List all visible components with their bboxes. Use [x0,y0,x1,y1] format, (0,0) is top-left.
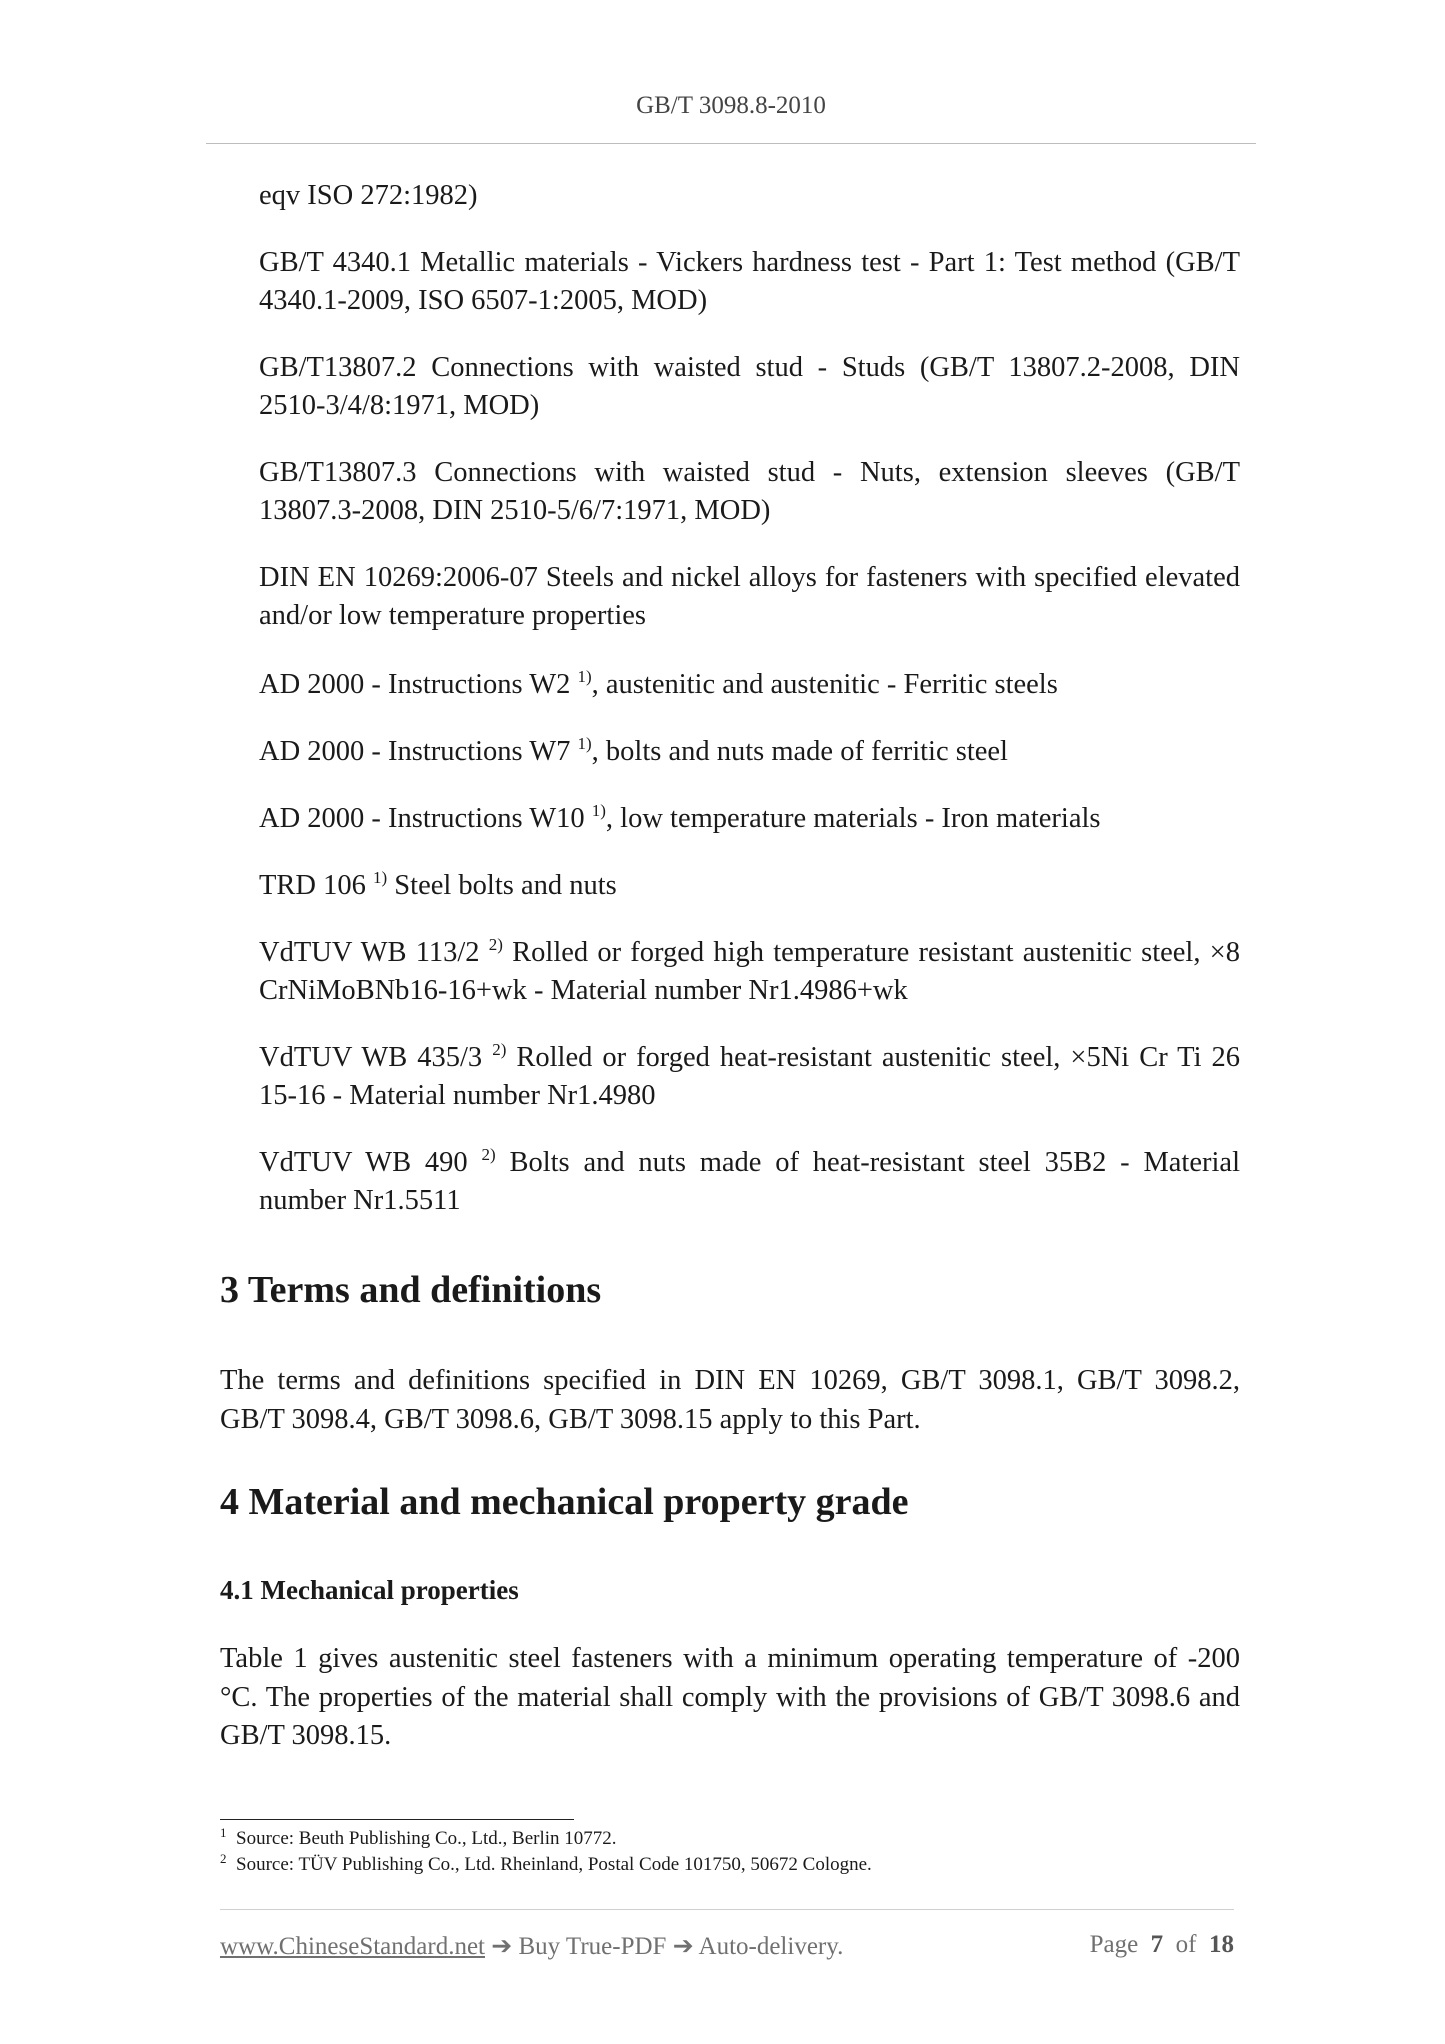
page-number: Page 7 of 18 [1089,1931,1234,1958]
arrow-icon: ➔ [672,1933,694,1960]
footnote-ref: 2) [481,1145,496,1164]
section-3-body: The terms and definitions specified in DIN EN 10269, GB/T 3098.1, GB/T 3098.2, GB/T 3098.4, GB/T 3098.6, GB/T 3098.15 apply to this Part. [220,1365,1240,1435]
footnote-2: $^2$ Source: TÜV Publishing Co., Ltd. Rheinland, Postal Code 101750, 50672 Cologne. [220,1851,872,1875]
section-4-heading: 4 Material and mechanical property grade [220,1481,909,1523]
arrow-icon: ➔ [491,1933,513,1960]
footer-left [220,1931,843,1961]
reference-item: AD 2000 - Instructions W2 $^{1)}$, austenitic and austenitic - Ferritic steels [259,667,1058,700]
reference-item: TRD 106 $^{1)}$ Steel bolts and nuts [259,868,617,901]
reference-item: GB/T 4340.1 Metallic materials - Vickers hardness test - Part 1: Test method (GB/T 4340.1-2009, ISO 6507-1:2005, MOD) [259,247,1240,316]
normative-references-list [259,177,1240,1249]
current-page: 7 [1150,1931,1164,1958]
running-header: GB/T 3098.8-2010 [636,92,826,119]
footnote-ref: 2) [492,1040,507,1059]
reference-item: DIN EN 10269:2006-07 Steels and nickel alloys for fasteners with specified elevated and/or low temperature properties [259,562,1240,631]
footnote-ref: 1) [373,868,388,887]
page-footer [220,1931,1234,1961]
delivery-text: Auto-delivery. [698,1933,844,1960]
footnote-ref: 1) [577,667,592,686]
reference-item: eqv ISO 272:1982) [259,180,478,211]
footnote-1: $^1$ Source: Beuth Publishing Co., Ltd., Berlin 10772. [220,1825,617,1849]
site-link[interactable]: www.ChineseStandard.net [220,1933,485,1960]
section-3-heading: 3 Terms and definitions [220,1269,602,1311]
footnote-rule [220,1819,574,1820]
footnote-ref: 1) [577,734,592,753]
footnote-ref: 2) [488,935,503,954]
footer-rule [220,1909,1234,1910]
reference-item: AD 2000 - Instructions W7 $^{1)}$, bolts and nuts made of ferritic steel [259,734,1008,767]
total-pages: 18 [1209,1931,1234,1958]
buy-text: Buy True-PDF [518,1933,667,1960]
reference-item: GB/T13807.3 Connections with waisted stud - Nuts, extension sleeves (GB/T 13807.3-2008, DIN 2510-5/6/7:1971, MOD) [259,457,1240,526]
reference-item: AD 2000 - Instructions W10 $^{1)}$, low temperature materials - Iron materials [259,801,1101,834]
reference-item: VdTUV WB 113/2 $^{2)}$ Rolled or forged high temperature resistant austenitic steel, ×8 CrNiMoBNb16-16+wk - Material number Nr1.4986+wk [259,935,1240,1006]
section-4-1-heading: 4.1 Mechanical properties [220,1575,519,1605]
reference-item: VdTUV WB 435/3 $^{2)}$ Rolled or forged heat-resistant austenitic steel, ×5Ni Cr Ti 26 15-16 - Material number Nr1.4980 [259,1040,1240,1111]
section-4-1-body: Table 1 gives austenitic steel fasteners with a minimum operating temperature of -200 °C. The properties of the material shall comply with the provisions of GB/T 3098.6 and GB/T 3098.15. [220,1643,1240,1751]
header-rule [206,143,1256,144]
footnote-ref: 1) [591,801,606,820]
reference-item: GB/T13807.2 Connections with waisted stud - Studs (GB/T 13807.2-2008, DIN 2510-3/4/8:1971, MOD) [259,352,1240,421]
reference-item: VdTUV WB 490 $^{2)}$ Bolts and nuts made of heat-resistant steel 35B2 - Material number Nr1.5511 [259,1145,1240,1216]
